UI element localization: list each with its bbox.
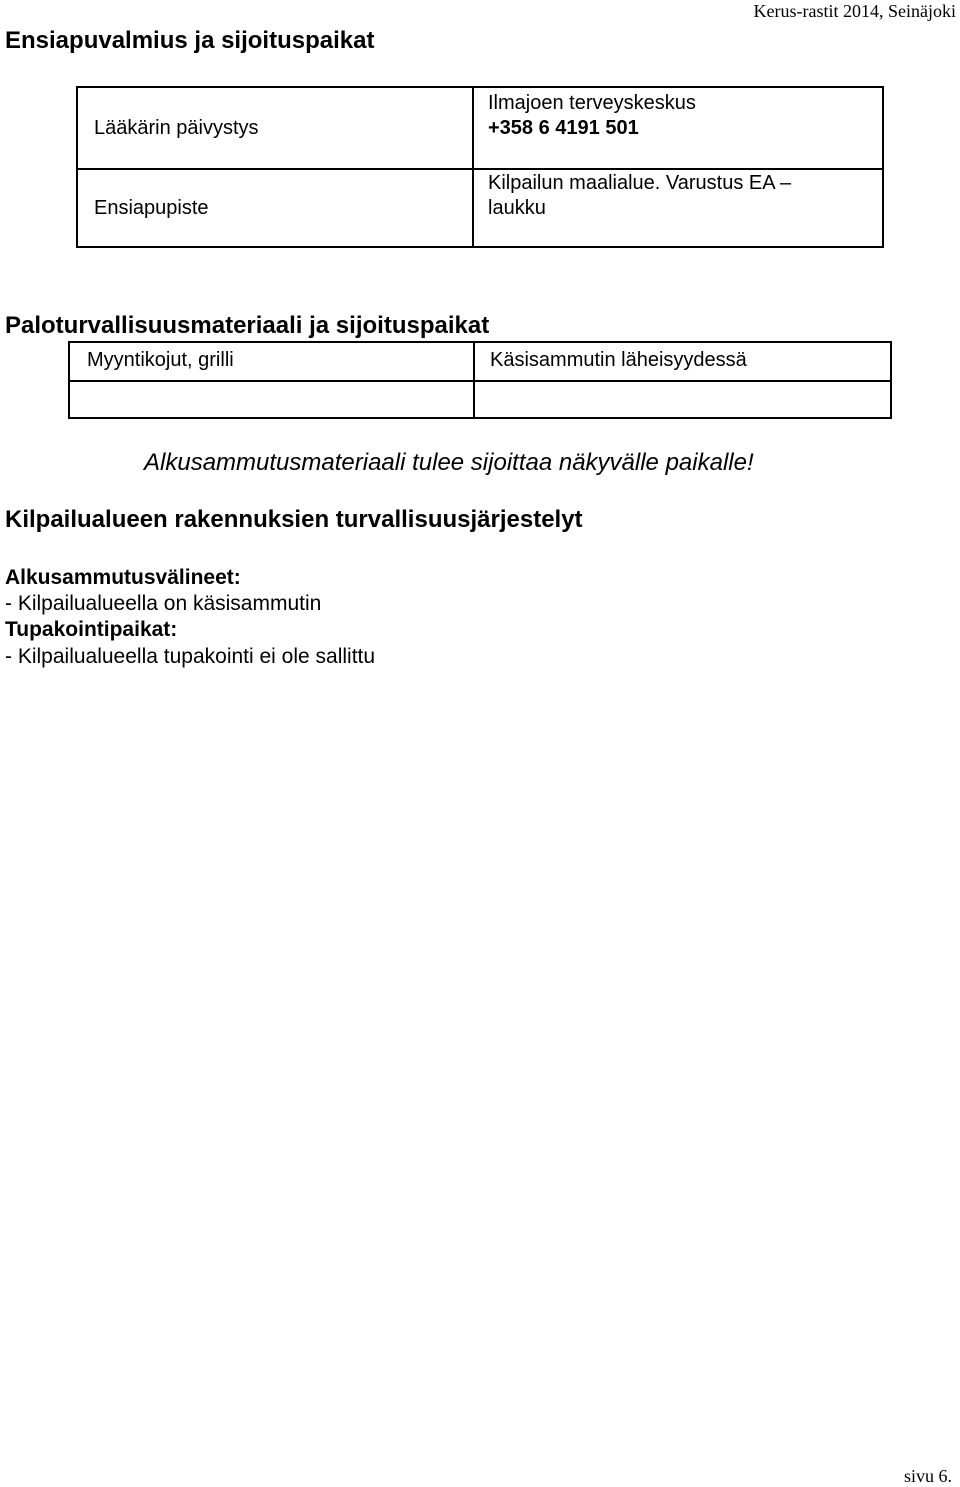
first-aid-table — [76, 86, 884, 248]
table-row-divider — [70, 380, 890, 382]
table-column-divider — [472, 88, 474, 246]
fire-safety-location: Myyntikojut, grilli — [87, 349, 234, 371]
document-header-event: Kerus-rastit 2014, Seinäjoki — [753, 1, 956, 21]
fire-equipment-heading: Alkusammutusvälineet: — [5, 566, 241, 589]
first-aid-row-label: Lääkärin päivystys — [94, 117, 259, 139]
buildings-safety-section-title: Kilpailualueen rakennuksien turvallisuusjärjestelyt — [5, 506, 583, 533]
fire-safety-note: Alkusammutusmateriaali tulee sijoittaa näkyvälle paikalle! — [144, 449, 754, 476]
first-aid-point-description: Kilpailun maalialue. Varustus EA – — [488, 172, 792, 194]
first-aid-row-label: Ensiapupiste — [94, 197, 209, 219]
health-center-name: Ilmajoen terveyskeskus — [488, 92, 696, 114]
health-center-phone: +358 6 4191 501 — [488, 117, 639, 139]
smoking-heading: Tupakointipaikat: — [5, 618, 178, 641]
page-number: sivu 6. — [903, 1466, 952, 1486]
fire-safety-material: Käsisammutin läheisyydessä — [490, 349, 747, 371]
fire-safety-table — [68, 341, 892, 419]
first-aid-section-title: Ensiapuvalmius ja sijoituspaikat — [5, 27, 375, 54]
fire-equipment-item: - Kilpailualueella on käsisammutin — [5, 592, 322, 615]
fire-safety-section-title: Paloturvallisuusmateriaali ja sijoituspaikat — [5, 312, 490, 339]
smoking-item: - Kilpailualueella tupakointi ei ole sallittu — [5, 645, 376, 668]
first-aid-point-description-continued: laukku — [488, 197, 546, 219]
